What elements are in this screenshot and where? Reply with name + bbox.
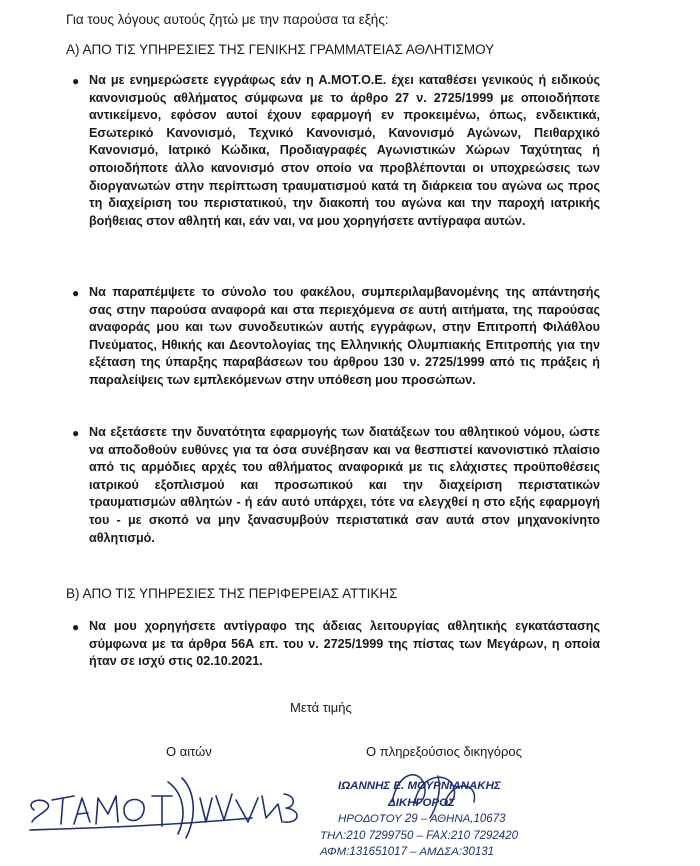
bullet-icon: ● [72,620,80,634]
section-b-item-1-text: Να μου χορηγήσετε αντίγραφο της άδειας λειτουργίας αθλητικής εγκατάστασης σύμφωνα με τα άρθρα 56Α επ. του ν. 2725/1999 της πίστας των Μεγάρων, η οποία ήταν σε ισχύ στις 02.10.2021. [89,619,600,669]
section-a-heading: Α) ΑΠΟ ΤΙΣ ΥΠΗΡΕΣΙΕΣ ΤΗΣ ΓΕΝΙΚΗΣ ΓΡΑΜΜΑΤΕΙΑΣ ΑΘΛΗΤΙΣΜΟΥ [66,42,495,57]
stamp-phones: ΤΗΛ:210 7299750 – FAX:210 7292420 [320,829,518,842]
bullet-icon: ● [72,426,80,440]
section-b-heading: Β) ΑΠΟ ΤΙΣ ΥΠΗΡΕΣΙΕΣ ΤΗΣ ΠΕΡΙΦΕΡΕΙΑΣ ΑΤΤΙΚΗΣ [66,586,398,601]
section-a-item-1 [72,72,600,230]
lawyer-label: Ο πληρεξούσιος δικηγόρος [366,744,522,759]
bullet-icon: ● [72,74,80,88]
closing-text: Μετά τιμής [290,700,352,715]
applicant-signature [12,752,312,842]
section-a-item-1-text: Να με ενημερώσετε εγγράφως εάν η Α.ΜΟΤ.Ο.Ε. έχει καταθέσει γενικούς ή ειδικούς κανονισμούς αθλήματος σύμφωνα με το άρθρο 27 ν. 2725/1999 με οποιοδήποτε αντικείμενο, εφόσον αυτοί έχουν εφαρμογή εν προκειμένω, όπως, ενδεικτικά, Εσωτερικό Κανονισμό, Τεχνικό Κανονισμό, Κανονισμό Αγώνων, Πειθαρχικό Κανονισμό, Ιατρικό Κώδικα, Προδιαγραφές Αγωνιστικών Χώρων Ταχύτητας ή οποιοδήποτε άλλο κανονισμό στον οποίο να προβλέπονται οι υποχρεώσεις των διοργανωτών στην περίπτωση τραυματισμού κατά τη διάρκεια του αγώνα ως προς τη διαχείριση του περιστατικού, την διακοπή του αγώνα και την παροχή ιατρικής βοήθειας στον αθλητή και, εάν ναι, να μου χορηγήσετε αντίγραφα αυτών. [89,73,600,228]
section-a-item-2 [72,284,600,390]
section-a-item-3 [72,424,600,547]
lawyer-stamp [320,778,560,861]
stamp-title: ΔΙΚΗΓΟΡΟΣ [388,796,455,809]
stamp-tax: ΑΦΜ:131651017 – ΑΜΔΣΑ:30131 [320,846,495,858]
section-a-item-3-text: Να εξετάσετε την δυνατότητα εφαρμογής των διατάξεων του αθλητικού νόμου, ώστε να αποδοθούν ευθύνες για τα όσα συνέβησαν και να θεσπιστεί κανονιστικό πλαίσιο από τις αρμόδιες αρχές του αθλήματος αναφορικά με τις ελάχιστες προϋποθέσεις ιατρικού εξοπλισμού και προσωπικού και την διαχείριση περιστατικών τραυματισμών αθλητών - ή εάν αυτό υπάρχει, τότε να ελεγχθεί η στο εξής εφαρμογή του - με σκοπό να μην ξανασυμβούν περιστατικά σαν αυτά στον μηχανοκίνητο αθλητισμό. [89,425,600,545]
applicant-label: Ο αιτών [166,744,212,759]
stamp-name: ΙΩΑΝΝΗΣ Ε. ΜΟΥΡΝΙΑΝΑΚΗΣ [338,780,501,792]
stamp-address: ΗΡΟΔΟΤΟΥ 29 – ΑΘΗΝΑ,10673 [338,813,506,825]
section-b-item-1 [72,618,600,671]
bullet-icon: ● [72,286,80,300]
section-a-item-2-text: Να παραπέμψετε το σύνολο του φακέλου, συμπεριλαμβανομένης της απάντησής σας στην παρούσα αναφορά και στα περιεχόμενα σε αυτή αιτήματα, της παρούσας αναφοράς μου και των συνοδευτικών αυτής εγγράφων, στην Επιτροπή Φιλάθλου Πνεύματος, Ηθικής και Δεοντολογίας της Ελληνικής Ολυμπιακής Επιτροπής για την εξέταση της ύπαρξης παραβάσεων του άρθρου 130 ν. 2725/1999 από τις πράξεις ή παραλείψεις των εμπλεκόμενων στην υπόθεση μου προσώπων. [89,285,600,387]
intro-line: Για τους λόγους αυτούς ζητώ με την παρούσα τα εξής: [66,12,389,27]
